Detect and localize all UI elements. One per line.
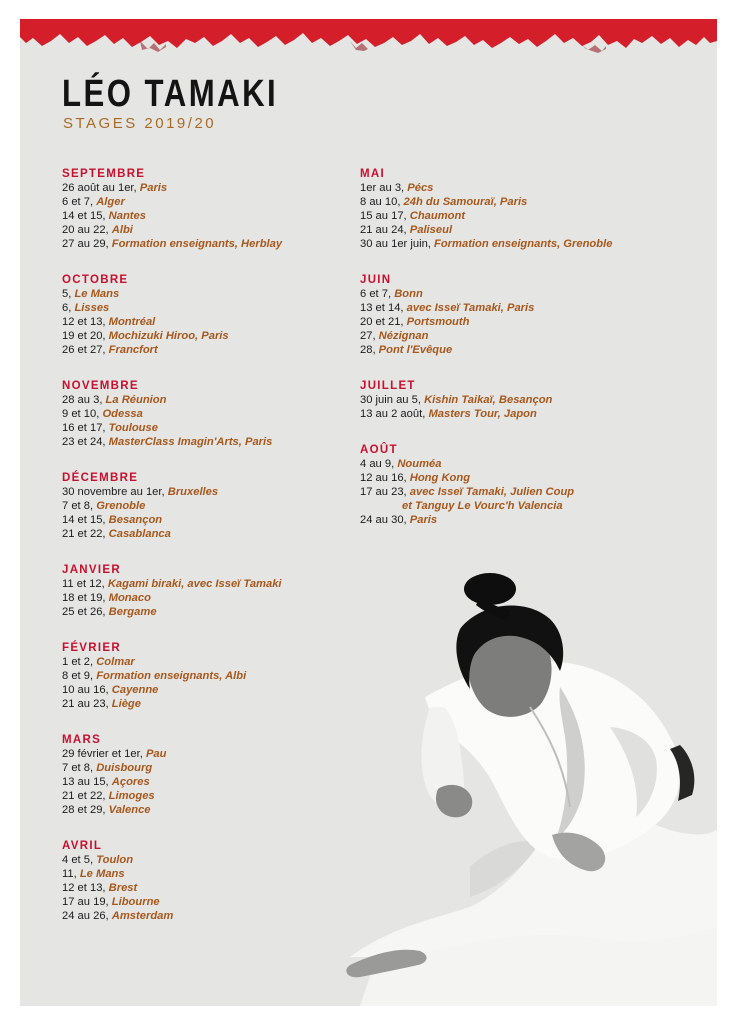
month-block-aout	[360, 443, 700, 527]
stage-dates: 5,	[62, 288, 75, 300]
stage-place: Brest	[108, 882, 138, 894]
stage-place: Besançon	[108, 514, 163, 526]
stage-dates: 1er au 3,	[360, 182, 408, 194]
stage-entry	[360, 407, 700, 421]
month-block-juin	[360, 273, 700, 357]
stage-dates: 6 et 7,	[62, 196, 97, 208]
page-title: LÉO TAMAKI	[62, 73, 279, 115]
stage-place: avec Isseï Tamaki, Julien Coup	[409, 486, 575, 498]
month-block-septembre	[62, 167, 352, 251]
stage-entry	[62, 881, 352, 895]
stage-entry	[62, 485, 352, 499]
page-subtitle: STAGES 2019/20	[63, 115, 217, 132]
stage-entry	[62, 683, 352, 697]
stage-place: 24h du Samouraï, Paris	[403, 196, 528, 208]
stage-dates: 14 et 15,	[62, 514, 109, 526]
stage-dates: 29 février et 1er,	[62, 748, 146, 760]
stage-entry	[62, 697, 352, 711]
stage-dates: 9 et 10,	[62, 408, 103, 420]
stage-dates: 27 au 29,	[62, 238, 112, 250]
stage-place: Paliseul	[409, 224, 453, 236]
stage-entry	[360, 301, 700, 315]
month-heading: OCTOBRE	[62, 274, 129, 286]
stage-place: Bergame	[108, 606, 157, 618]
stage-dates: 17 au 19,	[62, 896, 112, 908]
stage-entry	[360, 237, 700, 251]
schedule-column-right	[360, 167, 700, 549]
stage-place: Libourne	[111, 896, 160, 908]
stage-entry	[62, 223, 352, 237]
stage-dates: 4 au 9,	[360, 458, 398, 470]
month-heading: DÉCEMBRE	[62, 472, 139, 484]
stage-entry	[62, 209, 352, 223]
stage-entry	[62, 435, 352, 449]
stage-entry	[62, 421, 352, 435]
stage-dates: 4 et 5,	[62, 854, 97, 866]
month-block-octobre	[62, 273, 352, 357]
stage-place: Kishin Taikaï, Besançon	[424, 394, 553, 406]
stage-dates: 26 août au 1er,	[62, 182, 140, 194]
stage-entry	[62, 669, 352, 683]
stage-entry	[360, 513, 700, 527]
month-heading: JANVIER	[62, 564, 121, 576]
month-heading: AOÛT	[360, 444, 398, 456]
stage-dates: 13 au 15,	[62, 776, 112, 788]
stage-dates: 28,	[360, 344, 379, 356]
stage-place: Masters Tour, Japon	[428, 408, 537, 420]
poster	[20, 19, 717, 1006]
month-block-janvier	[62, 563, 352, 619]
stage-entry	[62, 195, 352, 209]
stage-dates: 23 et 24,	[62, 436, 109, 448]
stage-dates: 19 et 20,	[62, 330, 109, 342]
stage-place: Montréal	[108, 316, 156, 328]
stage-dates: 24 au 26,	[62, 910, 112, 922]
stage-place: Paris	[409, 514, 438, 526]
month-heading: FÉVRIER	[62, 642, 121, 654]
stage-place: Açores	[111, 776, 150, 788]
stage-entry	[360, 329, 700, 343]
stage-dates: 6 et 7,	[360, 288, 395, 300]
stage-entry	[62, 605, 352, 619]
stage-place: Paris	[139, 182, 168, 194]
stage-place: Formation enseignants, Herblay	[111, 238, 283, 250]
stage-entry	[62, 343, 352, 357]
stage-dates: 17 au 23,	[360, 486, 410, 498]
stage-entry	[62, 803, 352, 817]
stage-entry	[360, 287, 700, 301]
aikido-photo	[320, 567, 717, 1006]
stage-dates: 11 et 12,	[62, 578, 108, 590]
stage-entry	[62, 655, 352, 669]
month-block-novembre	[62, 379, 352, 449]
stage-place: Nouméa	[397, 458, 442, 470]
stage-dates: 24 au 30,	[360, 514, 410, 526]
stage-entry	[360, 457, 700, 471]
stage-place: Nantes	[108, 210, 146, 222]
stage-dates: 7 et 8,	[62, 500, 97, 512]
stage-place: Colmar	[96, 656, 135, 668]
stage-entry	[360, 209, 700, 223]
torn-red-banner	[20, 19, 717, 59]
stage-entry	[62, 315, 352, 329]
stage-dates: 12 au 16,	[360, 472, 410, 484]
stage-place: Toulon	[96, 854, 134, 866]
stage-dates: 21 et 22,	[62, 790, 109, 802]
stage-entry	[62, 789, 352, 803]
stage-entry	[62, 393, 352, 407]
stage-dates: 14 et 15,	[62, 210, 109, 222]
month-heading: SEPTEMBRE	[62, 168, 146, 180]
stage-entry	[62, 301, 352, 315]
schedule-column-left	[62, 167, 352, 945]
stage-dates: 28 au 3,	[62, 394, 106, 406]
stage-place: Lisses	[74, 302, 110, 314]
stage-entry	[62, 499, 352, 513]
month-block-fevrier	[62, 641, 352, 711]
stage-dates: 8 et 9,	[62, 670, 97, 682]
stage-dates: 20 au 22,	[62, 224, 112, 236]
stage-dates: 21 au 23,	[62, 698, 112, 710]
stage-place: Monaco	[108, 592, 151, 604]
month-heading: JUIN	[360, 274, 392, 286]
stage-dates: 21 et 22,	[62, 528, 109, 540]
stage-entry	[62, 527, 352, 541]
stage-dates: 15 au 17,	[360, 210, 410, 222]
stage-dates: 26 et 27,	[62, 344, 109, 356]
stage-place: Pau	[145, 748, 167, 760]
stage-entry	[62, 237, 352, 251]
stage-place: et Tanguy Le Vourc'h Valencia	[402, 500, 563, 512]
stage-dates: 21 au 24,	[360, 224, 410, 236]
stage-entry	[360, 195, 700, 209]
stage-place: Liège	[111, 698, 141, 710]
stage-entry	[62, 895, 352, 909]
stage-dates: 20 et 21,	[360, 316, 407, 328]
stage-dates: 18 et 19,	[62, 592, 109, 604]
stage-dates: 25 et 26,	[62, 606, 109, 618]
stage-entry	[62, 513, 352, 527]
stage-place: Limoges	[108, 790, 155, 802]
stage-entry	[62, 867, 352, 881]
stage-entry	[62, 761, 352, 775]
stage-entry	[360, 471, 700, 485]
stage-dates: 28 et 29,	[62, 804, 109, 816]
stage-entry	[62, 329, 352, 343]
stage-dates: 10 au 16,	[62, 684, 112, 696]
stage-entry	[62, 407, 352, 421]
stage-place: Formation enseignants, Grenoble	[434, 238, 613, 250]
stage-place: Hong Kong	[409, 472, 471, 484]
month-block-decembre	[62, 471, 352, 541]
stage-place: Nézignan	[378, 330, 429, 342]
month-block-mai	[360, 167, 700, 251]
stage-dates: 12 et 13,	[62, 316, 109, 328]
stage-place: Amsterdam	[111, 910, 174, 922]
stage-dates: 13 au 2 août,	[360, 408, 429, 420]
stage-entry	[62, 591, 352, 605]
stage-entry	[360, 485, 700, 499]
stage-entry	[360, 315, 700, 329]
stage-entry	[62, 909, 352, 923]
stage-place: Mochizuki Hiroo, Paris	[108, 330, 229, 342]
stage-place: Portsmouth	[406, 316, 470, 328]
month-block-mars	[62, 733, 352, 817]
stage-dates: 7 et 8,	[62, 762, 97, 774]
stage-place: MasterClass Imagin'Arts, Paris	[108, 436, 273, 448]
stage-place: Le Mans	[79, 868, 125, 880]
stage-place: Toulouse	[108, 422, 158, 434]
stage-place: Francfort	[108, 344, 158, 356]
stage-entry	[360, 343, 700, 357]
stage-place: Albi	[111, 224, 133, 236]
stage-entry	[360, 393, 700, 407]
stage-place: Pont l'Evêque	[378, 344, 453, 356]
stage-entry	[62, 747, 352, 761]
stage-dates: 30 novembre au 1er,	[62, 486, 168, 498]
stage-entry	[360, 223, 700, 237]
month-block-avril	[62, 839, 352, 923]
stage-place: Bruxelles	[167, 486, 219, 498]
stage-dates: 12 et 13,	[62, 882, 109, 894]
stage-place: Pécs	[407, 182, 434, 194]
stage-dates: 13 et 14,	[360, 302, 407, 314]
stage-dates: 1 et 2,	[62, 656, 97, 668]
stage-place: avec Isseï Tamaki, Paris	[406, 302, 535, 314]
stage-place: Le Mans	[74, 288, 120, 300]
stage-entry	[62, 853, 352, 867]
stage-dates: 8 au 10,	[360, 196, 404, 208]
stage-place: Kagami biraki, avec Isseï Tamaki	[107, 578, 282, 590]
stage-dates: 27,	[360, 330, 379, 342]
stage-place: Odessa	[102, 408, 143, 420]
stage-entry	[62, 181, 352, 195]
stage-place: Chaumont	[409, 210, 466, 222]
stage-place: Formation enseignants, Albi	[96, 670, 247, 682]
stage-place: Casablanca	[108, 528, 171, 540]
stage-place: Alger	[96, 196, 125, 208]
stage-entry	[360, 499, 700, 513]
stage-entry	[360, 181, 700, 195]
stage-place: Bonn	[394, 288, 423, 300]
month-heading: AVRIL	[62, 840, 103, 852]
stage-dates: 30 juin au 5,	[360, 394, 425, 406]
stage-place: Cayenne	[111, 684, 159, 696]
stage-entry	[62, 577, 352, 591]
stage-place: Valence	[108, 804, 151, 816]
month-heading: MAI	[360, 168, 385, 180]
stage-entry	[62, 287, 352, 301]
month-heading: MARS	[62, 734, 102, 746]
stage-entry	[62, 775, 352, 789]
stage-place: Duisbourg	[96, 762, 153, 774]
month-heading: JUILLET	[360, 380, 416, 392]
stage-place: Grenoble	[96, 500, 146, 512]
stage-dates: 16 et 17,	[62, 422, 109, 434]
month-block-juillet	[360, 379, 700, 421]
stage-place: La Réunion	[105, 394, 167, 406]
stage-dates: 30 au 1er juin,	[360, 238, 435, 250]
stage-dates: 11,	[62, 868, 80, 880]
month-heading: NOVEMBRE	[62, 380, 139, 392]
stage-dates: 6,	[62, 302, 75, 314]
